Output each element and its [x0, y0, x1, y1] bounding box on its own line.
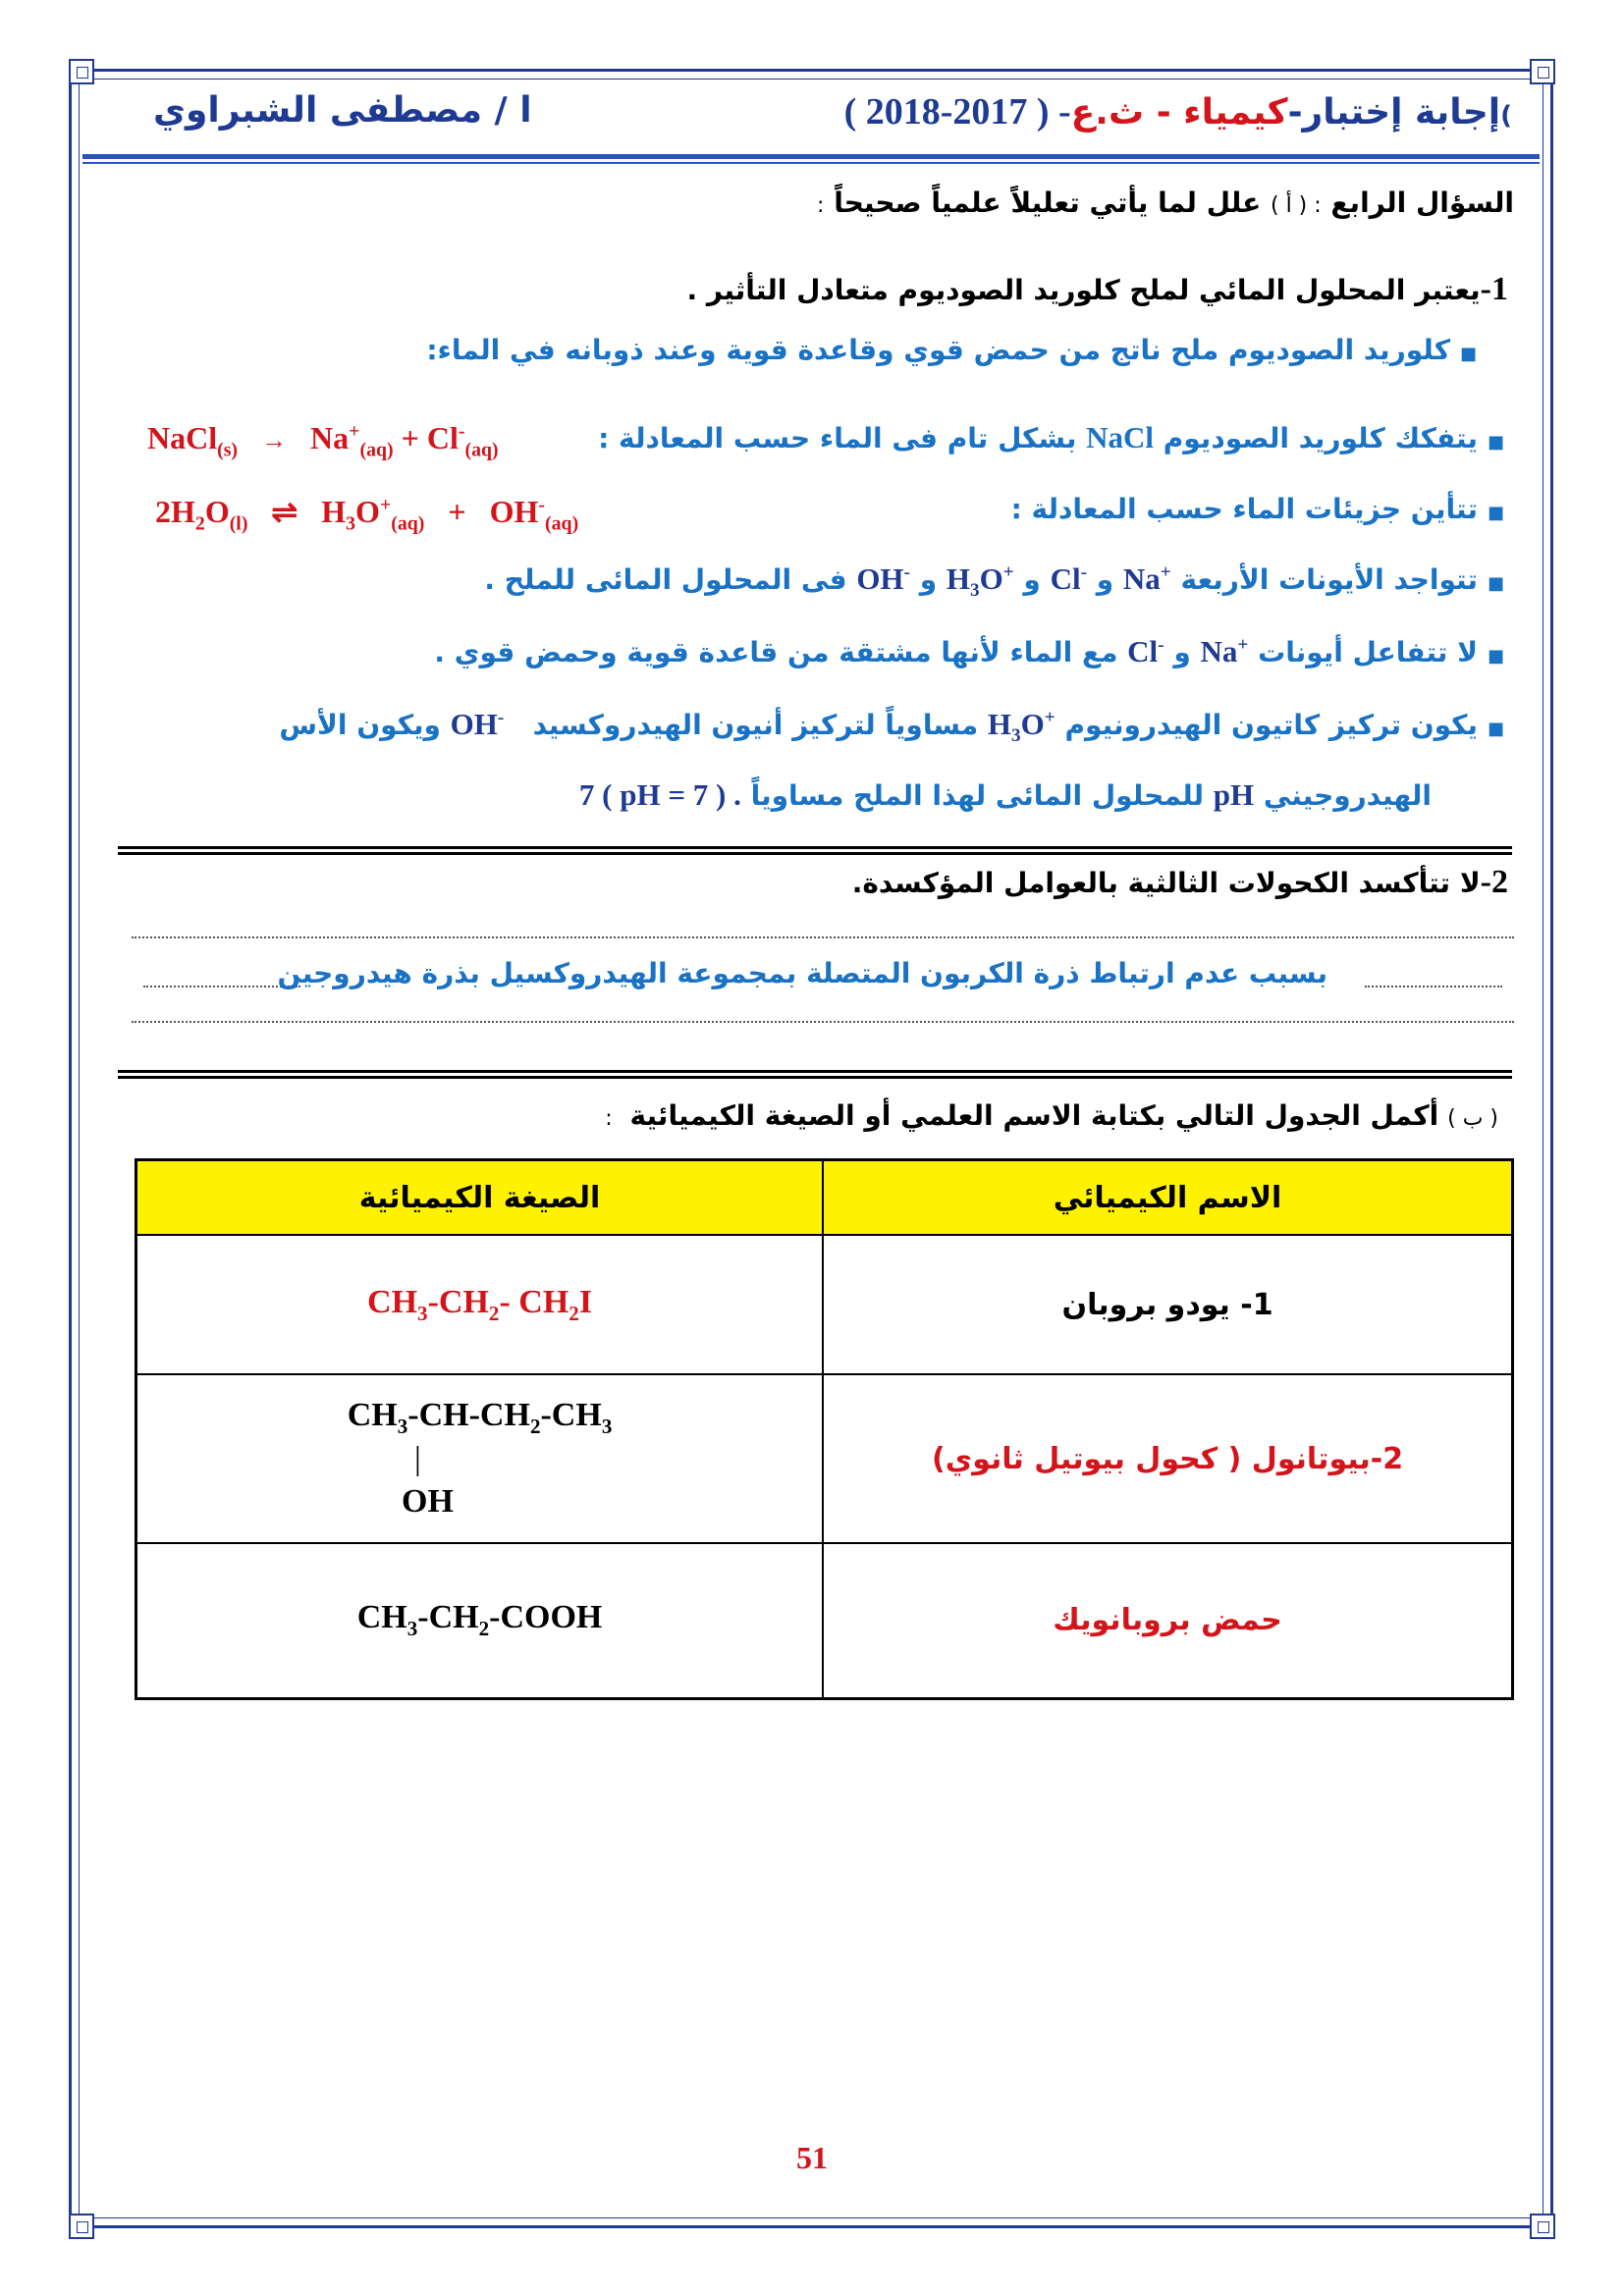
table-row	[136, 1543, 1513, 1698]
chemistry-table	[135, 1158, 1514, 1700]
branch: ث.ع	[1070, 92, 1145, 133]
formula-cell: $CH_3-CH_2$-COOH	[136, 1543, 824, 1698]
corner-ornament	[1530, 2214, 1555, 2239]
header-rule	[82, 154, 1540, 159]
item1-bullet-2: ■يتفكك كلوريد الصوديوم NaCl بشكل تام فى الماء حسب المعادلة :	[598, 420, 1504, 454]
subject: كيمياء -	[1156, 92, 1288, 133]
answer-line	[132, 1021, 1514, 1023]
formula-cell: $CH_3-CH_2-$ $CH_2I$	[136, 1235, 824, 1374]
question-heading: السؤال الرابع : ( أ ) علل لما يأتي تعليلاً علمياً صحيحاً :	[817, 187, 1514, 219]
page-number: 51	[796, 2140, 828, 2175]
name-cell: 2-بيوتانول ( كحول بيوتيل ثانوي)	[823, 1374, 1512, 1543]
page-header	[137, 90, 1512, 149]
item1-bullet-1: ■كلوريد الصوديوم ملح ناتج من حمض قوي وقاعدة قوية وعند ذوبانه في الماء:	[426, 334, 1477, 366]
corner-ornament	[1530, 59, 1555, 84]
equation-water-ionization: $2H_2O_{(l)}$ ⇌ $H_3O^+_{(aq)}$ + $OH^-_{(aq)}$	[155, 494, 579, 535]
answer-line	[1365, 986, 1502, 988]
answer-line	[132, 936, 1514, 938]
formula-cell: $CH_3-CH-CH_2-CH_3$ | OH	[136, 1374, 824, 1543]
section-divider	[118, 1070, 1512, 1079]
item1-bullet-6: ■يكون تركيز كاتيون الهيدرونيوم $H_3O^+$ مساوياً لتركيز أنيون الهيدروكسيد OH- ويكون الأس	[279, 707, 1504, 747]
item1-title: 1-يعتبر المحلول المائي لملح كلوريد الصوديوم متعادل التأثير .	[686, 271, 1508, 307]
header-name: الاسم الكيميائي	[823, 1160, 1512, 1236]
year: - ( 2017-2018 )	[843, 91, 1071, 133]
title-prefix: إجابة إختبار-	[1287, 92, 1501, 133]
corner-ornament	[69, 2214, 94, 2239]
item1-bullet-4: ■تتواجد الأيونات الأربعة Na+ و Cl- و $H_3O^+$ و OH- فى المحلول المائى للملح .	[484, 561, 1504, 602]
exam-title: )إجابة إختبار-كيمياء - ث.ع- ( 2017-2018 )	[843, 91, 1512, 133]
item2-answer: بسبب عدم ارتباط ذرة الكربون المتصلة بمجموعة الهيدروكسيل بذرة هيدروجين	[277, 957, 1327, 989]
table-row	[136, 1235, 1513, 1374]
header-rule-thin	[82, 162, 1540, 164]
name-cell: 1- يودو بروبان	[823, 1235, 1512, 1374]
author-name: ا / مصطفى الشبراوي	[153, 90, 532, 131]
equation-nacl-dissociation: NaCl$_{(s)}$ → $Na^+_{(aq)} + Cl^-_{(aq)}$	[147, 420, 499, 461]
name-cell: حمض بروبانويك	[823, 1543, 1512, 1698]
item1-bullet-6-cont: الهيدروجيني pH للمحلول المائى لهذا الملح مساوياً 7 ( pH = 7 ) .	[578, 777, 1432, 812]
corner-ornament	[69, 59, 94, 84]
section-divider	[118, 846, 1512, 855]
page-border-inner	[79, 79, 1543, 2218]
header-formula: الصيغة الكيميائية	[136, 1160, 824, 1236]
item2-title: 2-لا تتأكسد الكحولات الثالثية بالعوامل المؤكسدة.	[851, 864, 1508, 900]
item1-bullet-3: ■تتأين جزيئات الماء حسب المعادلة :	[1010, 493, 1504, 525]
part-b-heading: ( ب ) أكمل الجدول التالي بكتابة الاسم العلمي أو الصيغة الكيميائية :	[605, 1099, 1498, 1132]
table-row	[136, 1374, 1513, 1543]
item1-bullet-5: ■لا تتفاعل أيونات Na+ و Cl- مع الماء لأنها مشتقة من قاعدة قوية وحمض قوي .	[434, 634, 1504, 668]
table-header-row	[136, 1160, 1513, 1236]
